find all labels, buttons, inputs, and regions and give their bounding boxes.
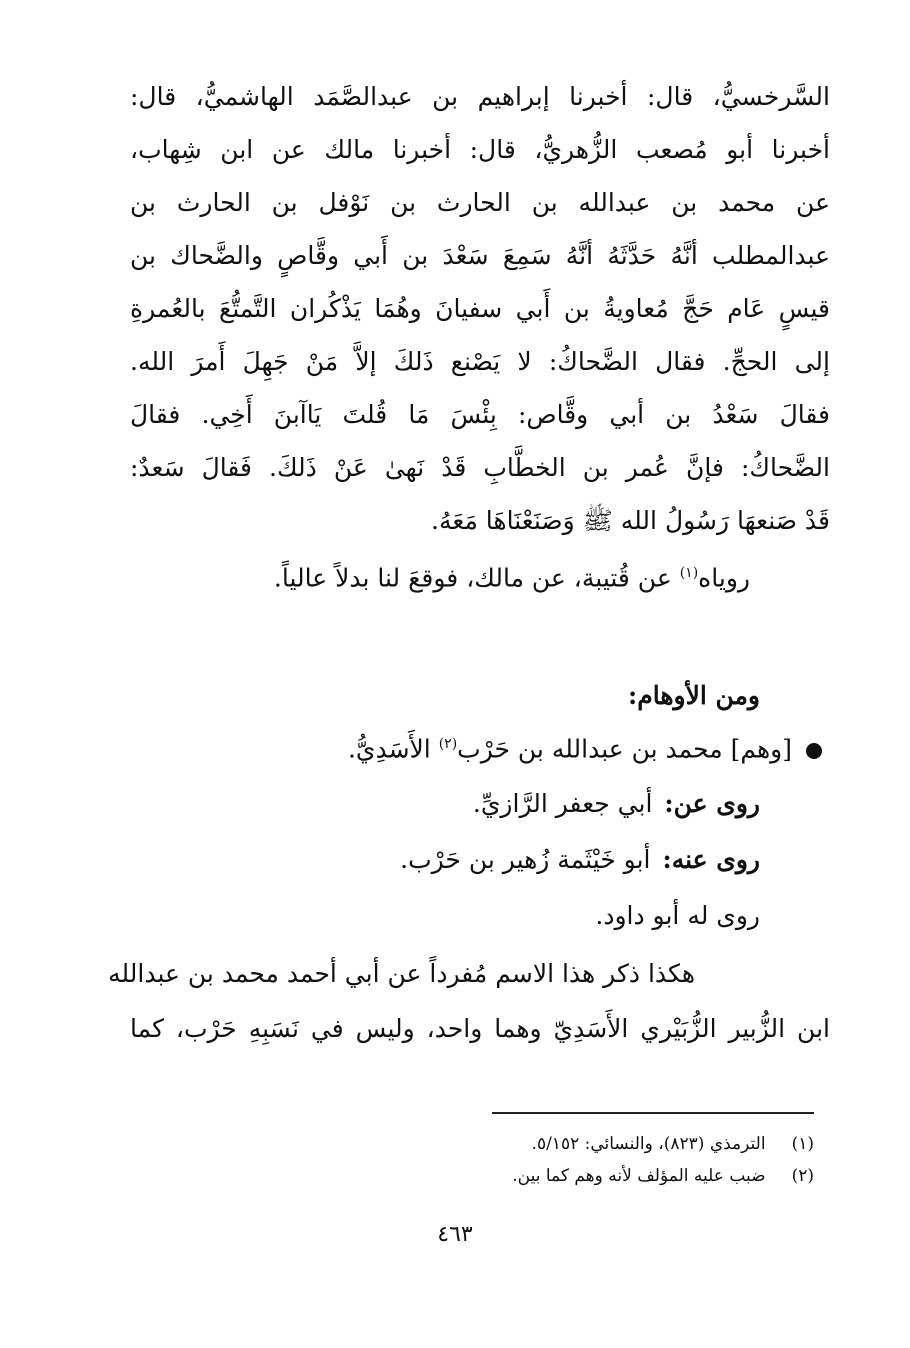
text-line: فقالَ سَعْدُ بن أبي وقَّاص: بِئْسَ مَا قُلتَ يَاآبنَ أَخِي. فقالَ bbox=[130, 400, 830, 429]
hadith-text bbox=[130, 70, 830, 600]
narration-after: عن قُتيبة، عن مالك، فوقعَ لنا بدلاً عالياً. bbox=[273, 563, 680, 593]
text-line: أخبرنا أبو مُصعب الزُّهريُّ، قال: أخبرنا مالك عن ابن شِهاب، bbox=[130, 135, 830, 164]
footnotes bbox=[394, 1128, 814, 1192]
footnote-text: الترمذي (٨٢٣)، والنسائي: ٥/١٥٢. bbox=[531, 1134, 766, 1154]
closing-text bbox=[108, 946, 830, 1056]
riwa-an-row bbox=[473, 784, 760, 824]
riwa-lahu-row: روى له أبو داود. bbox=[595, 901, 760, 930]
text-line: قيسٍ عَام حَجَّ مُعاويةُ بن أَبي سفيانَ وهُمَا يَذْكُران التَّمتُّعَ بالعُمرةِ bbox=[130, 294, 830, 323]
awham-heading: ومن الأوهام: bbox=[628, 681, 760, 710]
narration-line bbox=[130, 547, 830, 600]
bullet-icon bbox=[806, 743, 822, 759]
entry-name-before: [وهم] محمد بن عبدالله بن حَرْب bbox=[457, 734, 792, 764]
text-line: السَّرخسيُّ، قال: أخبرنا إبراهيم بن عبدالصَّمَد الهاشميُّ، قال: bbox=[130, 82, 830, 111]
footnote-text: ضبب عليه المؤلف لأنه وهم كما بين. bbox=[512, 1166, 766, 1186]
wahm-entry bbox=[348, 724, 822, 769]
footnote-marker-1: (١) bbox=[679, 565, 699, 581]
footnote-marker-2: (٢) bbox=[438, 736, 458, 752]
riwa-an-value: أبي جعفر الرَّازيِّ. bbox=[472, 789, 653, 818]
text-line: الضَّحاكُ: فإنَّ عُمر بن الخطَّابِ قَدْ نَهىٰ عَنْ ذَلكَ. فَقالَ سَعدٌ: bbox=[130, 453, 830, 482]
footnote-divider bbox=[492, 1112, 814, 1114]
text-line: قَدْ صَنعهَا رَسُولُ الله ﷺ وَصَنَعْنَاهَا مَعَهُ. bbox=[431, 506, 830, 535]
text-line: إلى الحجِّ. فقال الضَّحاكُ: لا يَصْنع ذَلكَ إلاَّ مَنْ جَهِلَ أَمرَ الله. bbox=[130, 347, 830, 376]
entry-name-after: الأَسَدِيُّ. bbox=[347, 734, 439, 764]
narration-before: روياه bbox=[698, 563, 750, 593]
riwa-an-key: روى عن: bbox=[664, 789, 760, 818]
text-line: هكذا ذكر هذا الاسم مُفرداً عن أبي أحمد محمد بن عبدالله bbox=[108, 959, 695, 988]
footnote-item bbox=[394, 1160, 814, 1192]
riwa-anhu-value: أبو خَيْثَمة زُهير بن حَرْب. bbox=[400, 845, 651, 874]
riwa-anhu-key: روى عنه: bbox=[662, 845, 760, 874]
text-line: عبدالمطلب أنَّهُ حَدَّثَهُ أنَّهُ سَمِعَ سَعْدَ بن أَبي وقَّاصٍ والضَّحاك بن bbox=[130, 241, 830, 270]
footnote-item bbox=[394, 1128, 814, 1160]
footnote-number: (١) bbox=[791, 1134, 814, 1154]
text-line: عن محمد بن عبدالله بن الحارث بن نَوْفل بن الحارث بن bbox=[130, 188, 830, 217]
page-number: ٤٦٣ bbox=[437, 1222, 473, 1247]
riwa-anhu-row bbox=[400, 840, 760, 880]
footnote-number: (٢) bbox=[791, 1166, 814, 1186]
text-line: ابن الزُّبير الزُّبَيْري الأَسَدِيّ وهما واحد، وليس في نَسَبِهِ حَرْب، كما bbox=[130, 1014, 830, 1043]
